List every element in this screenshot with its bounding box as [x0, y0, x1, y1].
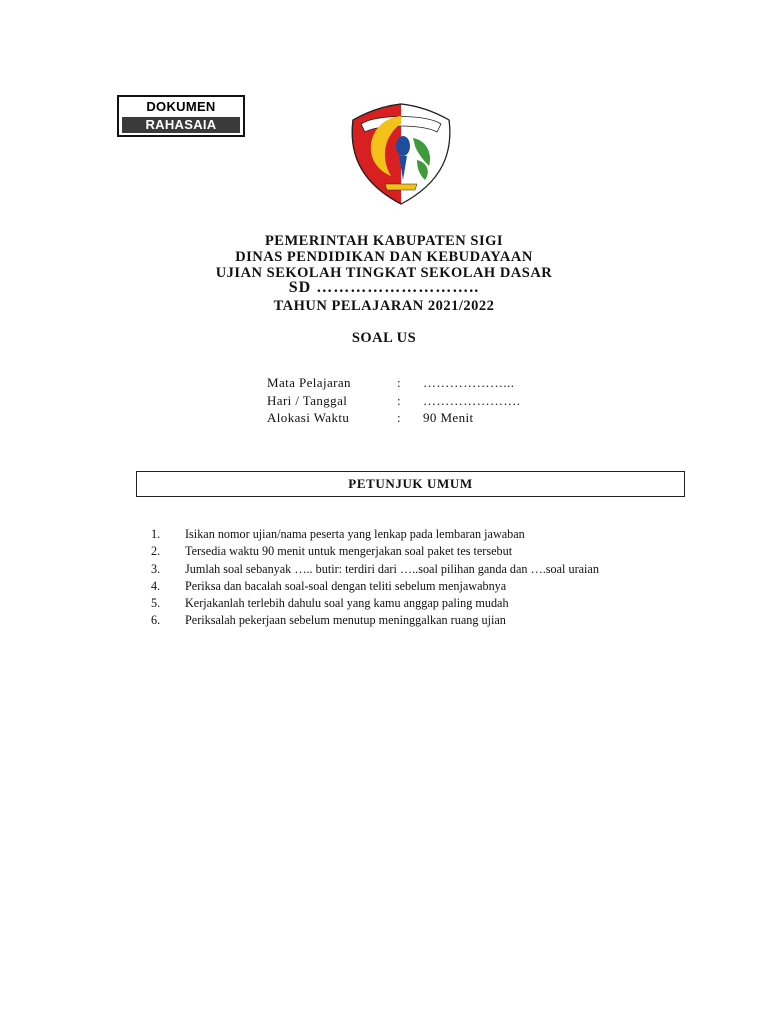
exam-info-block	[267, 374, 520, 427]
list-item-number: 2.	[151, 544, 161, 559]
header-line-1: PEMERINTAH KABUPATEN SIGI	[264, 233, 504, 249]
list-item-number: 6.	[151, 613, 161, 628]
general-instructions-heading: PETUNJUK UMUM	[136, 471, 685, 497]
document-title: SOAL US	[351, 330, 417, 346]
list-item	[151, 561, 599, 578]
badge-line-2: RAHASAIA	[122, 117, 240, 133]
badge-line-1: DOKUMEN	[146, 99, 216, 114]
info-value: ………………….	[423, 392, 521, 408]
header-line-3: UJIAN SEKOLAH TINGKAT SEKOLAH DASAR	[215, 265, 553, 281]
kabupaten-sigi-crest-icon	[345, 102, 457, 206]
info-label: Mata Pelajaran	[267, 375, 351, 390]
list-item	[151, 543, 599, 560]
header-school-line: SD ………………………..	[288, 279, 480, 296]
list-item	[151, 612, 599, 629]
info-row-duration	[267, 409, 520, 427]
list-item	[151, 595, 599, 612]
list-item-number: 4.	[151, 578, 161, 593]
header-school-year: TAHUN PELAJARAN 2021/2022	[273, 298, 495, 314]
header-line-2: DINAS PENDIDIKAN DAN KEBUDAYAAN	[235, 249, 533, 265]
info-separator: :	[397, 392, 402, 408]
list-item-text: Kerjakanlah terlebih dahulu soal yang kamu anggap paling mudah	[185, 596, 509, 611]
list-item-text: Isikan nomor ujian/nama peserta yang lenkap pada lembaran jawaban	[185, 527, 525, 541]
info-label: Hari / Tanggal	[267, 392, 348, 408]
info-row-date	[267, 392, 520, 410]
list-item-number: 5.	[151, 596, 161, 611]
document-classification-badge	[117, 95, 245, 137]
list-item-text: Jumlah soal sebanyak ….. butir: terdiri dari …..soal pilihan ganda dan ….soal uraian	[185, 561, 599, 576]
list-item-text: Periksalah pekerjaan sebelum menutup meninggalkan ruang ujian	[185, 613, 506, 628]
list-item	[151, 526, 599, 543]
list-item-text: Periksa dan bacalah soal-soal dengan teliti sebelum menjawabnya	[185, 578, 507, 593]
info-label: Alokasi Waktu	[267, 410, 350, 425]
list-item-number: 1.	[151, 527, 161, 541]
list-item-number: 3.	[151, 561, 161, 576]
list-item-text: Tersedia waktu 90 menit untuk mengerjakan soal paket tes tersebut	[185, 544, 513, 559]
info-separator: :	[397, 410, 402, 425]
instructions-list	[151, 526, 599, 630]
info-value: 90 Menit	[423, 410, 474, 425]
list-item	[151, 578, 599, 595]
info-separator: :	[397, 375, 402, 390]
info-row-subject	[267, 374, 520, 392]
info-value: ………………...	[423, 375, 515, 390]
